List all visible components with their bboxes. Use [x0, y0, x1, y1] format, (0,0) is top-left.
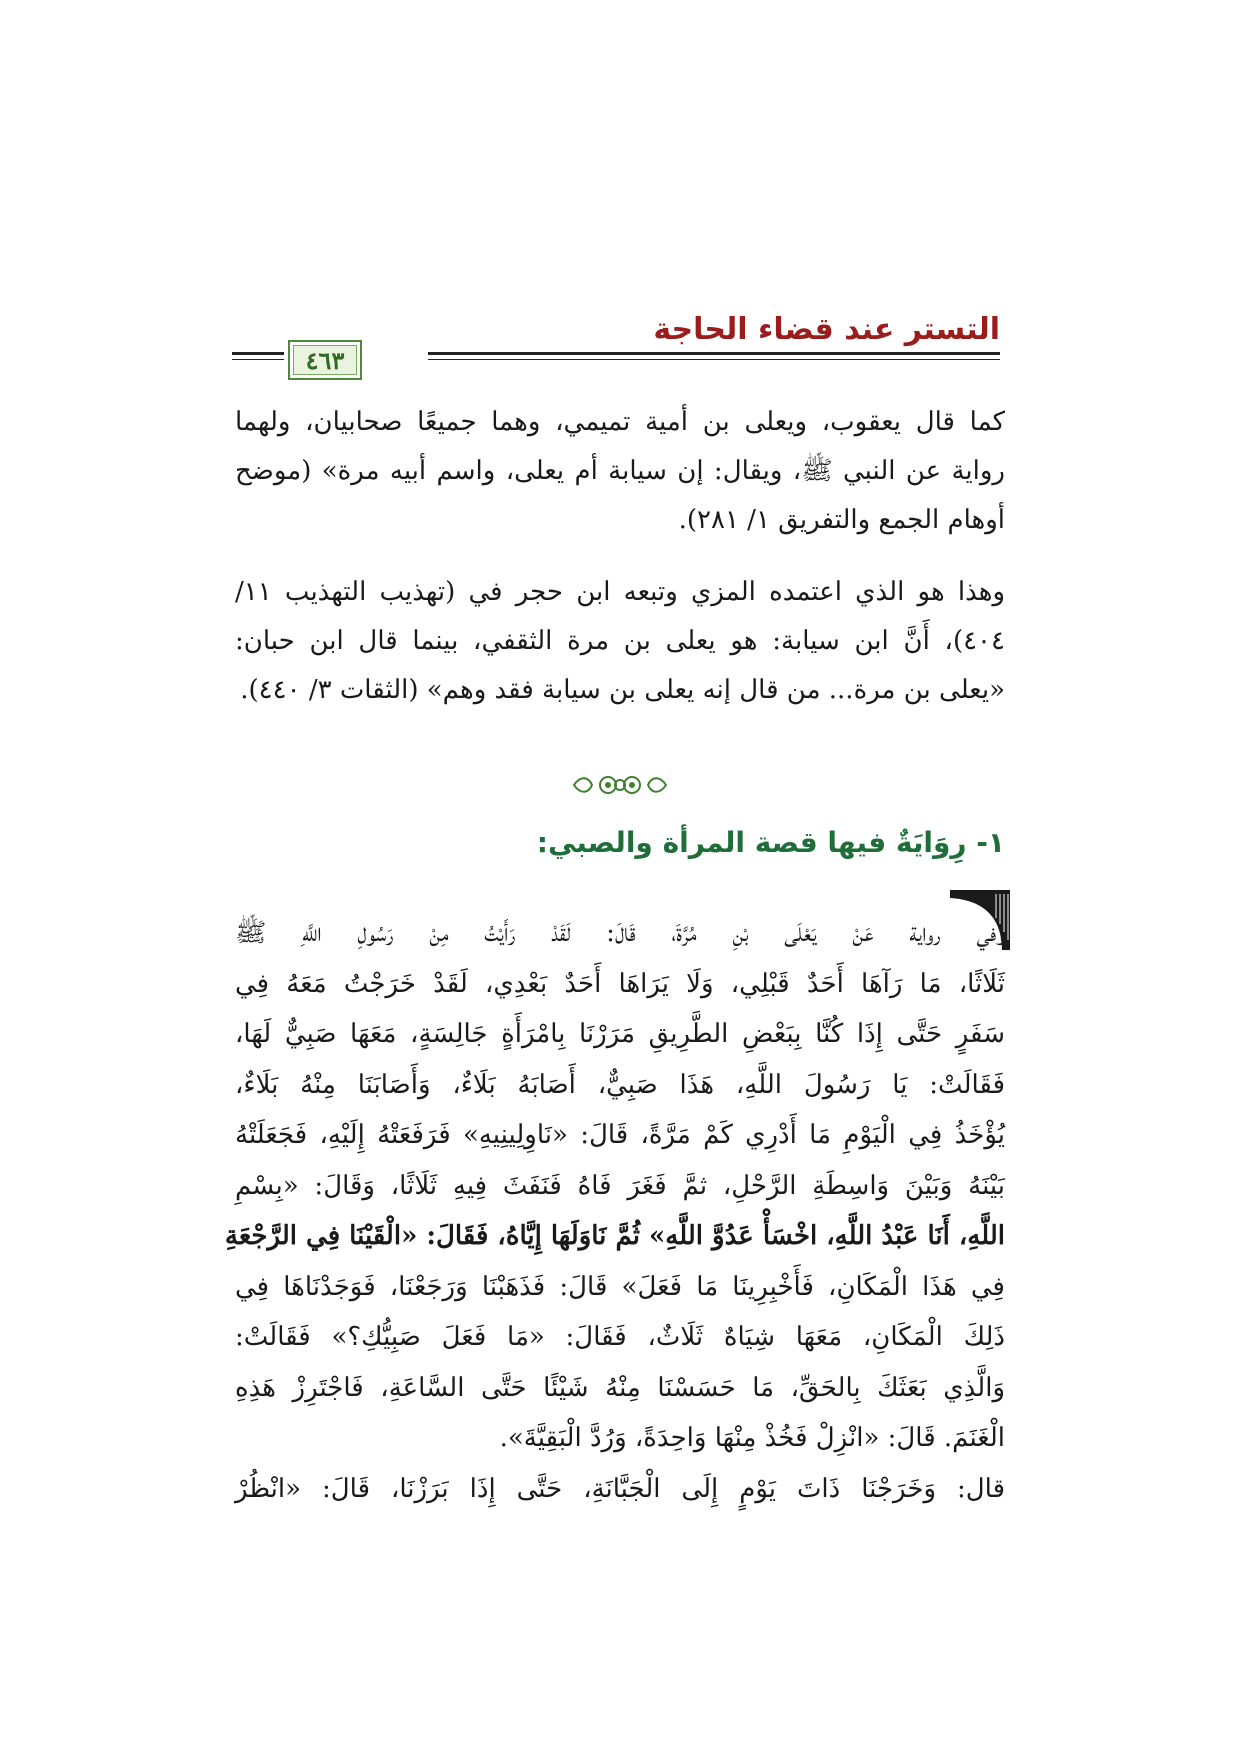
section-number: ١-: [976, 826, 1005, 859]
paragraph-2: [235, 568, 1005, 715]
paragraph-line: رواية عن النبي ﷺ، ويقال: إن سيابة أم يعلى، واسم أبيه مرة» (موضح: [235, 456, 1005, 486]
paragraph-3: [224, 908, 1005, 1514]
paragraph-1: [235, 398, 1005, 545]
paragraph-line: ذَلِكَ الْمَكَانِ، مَعَهَا شِيَاهٌ ثَلَاثٌ، فَقَالَ: «مَا فَعَلَ صَبِيُّكِ؟» فَقَالَتْ:: [235, 1322, 1005, 1352]
paragraph-line: يُؤْخَذُ فِي الْيَوْمِ مَا أَدْرِي كَمْ مَرَّةً، قَالَ: «نَاوِلِينِيهِ» فَرَفَعَتْهُ إِلَيْهِ، فَجَعَلَتْهُ: [235, 1120, 1005, 1150]
header-title: التستر عند قضاء الحاجة: [653, 312, 1000, 347]
header-rule-right-thin: [428, 359, 1000, 360]
paragraph-line: وهذا هو الذي اعتمده المزي وتبعه ابن حجر في (تهذيب التهذيب ١١/: [235, 577, 1005, 607]
paragraph-line: ثَلَاثًا، مَا رَآهَا أَحَدٌ قَبْلِي، وَلَا يَرَاهَا أَحَدٌ بَعْدِي، لَقَدْ خَرَجْتُ مَعَهُ فِي: [235, 968, 1005, 999]
paragraph-line: سَفَرٍ حَتَّى إِذَا كُنَّا بِبَعْضِ الطَّرِيقِ مَرَرْنَا بِامْرَأَةٍ جَالِسَةٍ، مَعَهَا صَبِيٌّ لَهَا،: [235, 1019, 1005, 1049]
section-title: رِوَايَةٌ فيها قصة المرأة والصبي:: [536, 826, 967, 859]
ornament-divider-icon: [570, 772, 670, 798]
paragraph-line: الْغَنَمَ. قَالَ: «انْزِلْ فَخُذْ مِنْهَا وَاحِدَةً، وَرُدَّ الْبَقِيَّةَ».: [499, 1423, 1005, 1453]
header-rule-left: [232, 352, 284, 355]
page-number: ٤٦٣: [305, 345, 345, 375]
paragraph-line: فَقَالَتْ: يَا رَسُولَ اللَّهِ، هَذَا صَبِيٌّ، أَصَابَهُ بَلَاءٌ، وَأَصَابَنَا مِنْهُ بَلَاءٌ،: [235, 1069, 1005, 1100]
paragraph-line: اللَّهِ، أَنَا عَبْدُ اللَّهِ، اخْسَأْ عَدُوَّ اللَّهِ» ثُمَّ نَاوَلَهَا إِيَّاهُ، فَقَالَ: «الْقَيْنَا فِي الرَّجْعَةِ: [224, 1221, 1005, 1251]
paragraph-line: ٤٠٤)، أَنَّ ابن سيابة: هو يعلى بن مرة الثقفي، بينما قال ابن حبان:: [235, 626, 1005, 656]
paragraph-line: وفي رواية عَنْ يَعْلَى بْنِ مُرَّةَ، قَالَ: لَقَدْ رَأَيْتُ مِنْ رَسُولِ اللَّهِ ﷺ: [235, 918, 1005, 948]
paragraph-line: بَيْنَهُ وَبَيْنَ وَاسِطَةِ الرَّحْلِ، ثمَّ فَغَرَ فَاهُ فَنَفَثَ فِيهِ ثَلَاثًا، وَقَالَ: «بِسْمِ: [235, 1170, 1005, 1201]
section-heading: [537, 826, 1005, 859]
paragraph-line: كما قال يعقوب، ويعلى بن أمية تميمي، وهما جميعًا صحابيان، ولهما: [235, 407, 1005, 437]
paragraph-line: «يعلى بن مرة... من قال إنه يعلى بن سيابة فقد وهم» (الثقات ٣/ ٤٤٠).: [240, 675, 1005, 705]
paragraph-line: قال: وَخَرَجْنَا ذَاتَ يَوْمٍ إِلَى الْجَبَّانَةِ، حَتَّى إِذَا بَرَزْنَا، قَالَ: «انْظُرْ: [235, 1473, 1005, 1504]
paragraph-line: فِي هَذَا الْمَكَانِ، فَأَخْبِرِينَا مَا فَعَلَ» قَالَ: فَذَهَبْنَا وَرَجَعْنَا، فَوَجَدْنَاهَا فِي: [235, 1271, 1005, 1302]
paragraph-line: وَالَّذِي بَعَثَكَ بِالحَقِّ، مَا حَسَسْنَا مِنْهُ شَيْئًا حَتَّى السَّاعَةِ، فَاجْتَرِزْ هَذِهِ: [235, 1372, 1005, 1403]
page-number-badge: [288, 340, 362, 380]
paragraph-line: أوهام الجمع والتفريق ١/ ٢٨١).: [678, 505, 1005, 535]
header-rule-left-thin: [232, 359, 284, 360]
header-rule-right: [428, 352, 1000, 355]
